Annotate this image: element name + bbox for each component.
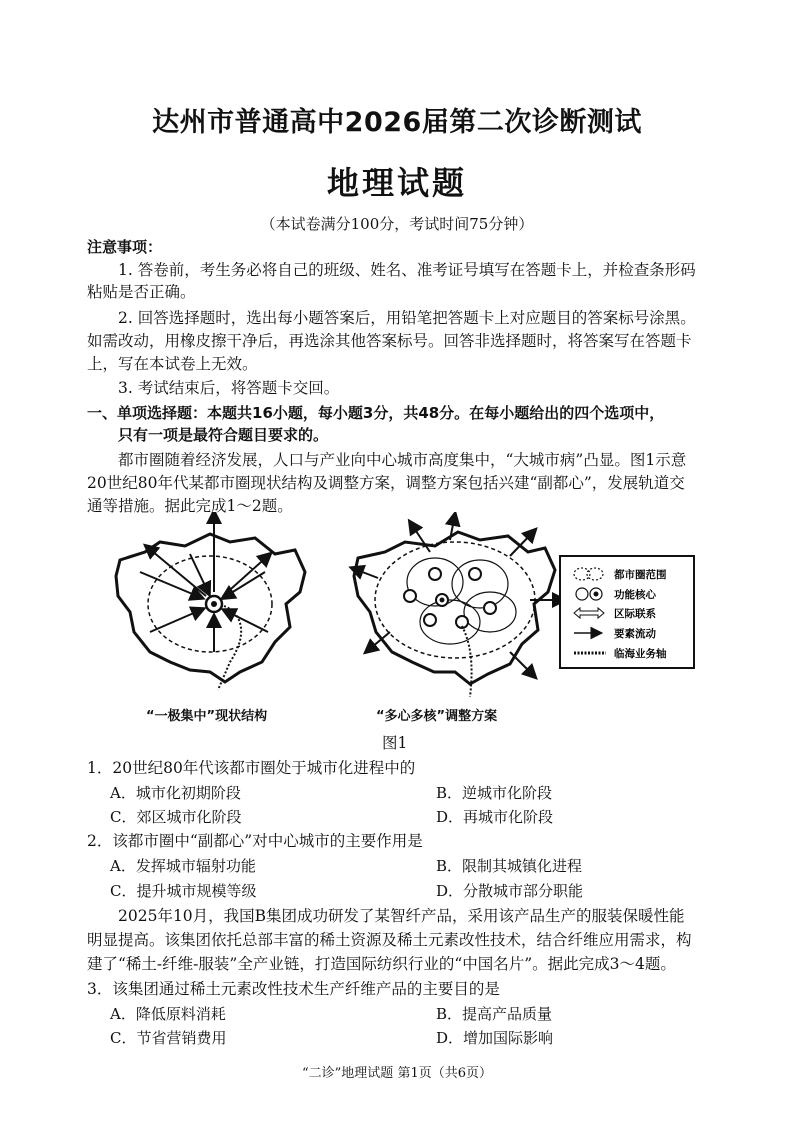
passage2-line1: 2025年10月，我国B集团成功研发了某智纤产品，采用该产品生产的服装保暖性能 (118, 907, 685, 925)
passage2-line3: 建了“稀土-纤维-服装”全产业链，打造国际纺织行业的“中国名片”。据此完成3～4题。 (87, 955, 676, 973)
q3-stem: 3．该集团通过稀土元素改性技术生产纤维产品的主要目的是 (87, 980, 500, 998)
notice-heading: 注意事项： (87, 238, 163, 256)
passage1-line2: 20世纪80年代某都市圈现状结构及调整方案，调整方案包括兴建“副都心”，发展轨道交 (87, 474, 685, 492)
figure1-right-caption: “多心多核”调整方案 (376, 709, 498, 724)
q3-option-d: D．增加国际影响 (436, 1029, 554, 1047)
section1-heading-line2: 只有一项是最符合题目要求的。 (118, 426, 329, 444)
q2-option-d: D．分散城市部分职能 (436, 882, 584, 900)
notice-item2-line3: 上，写在本试卷上无效。 (87, 355, 258, 373)
passage1-line1: 都市圈随着经济发展，人口与产业向中心城市高度集中，“大城市病”凸显。图1示意 (118, 451, 687, 469)
subject-title: 地理试题 (326, 164, 467, 202)
exam-meta: （本试卷满分100分，考试时间75分钟） (260, 215, 534, 233)
q3-option-b: B．提高产品质量 (436, 1005, 553, 1023)
q3-option-a: A．降低原料消耗 (110, 1005, 226, 1023)
q3-option-c: C．节省营销费用 (110, 1029, 227, 1047)
right-map-polycentric (352, 514, 564, 697)
legend-label-element-flow: 要素流动 (614, 628, 656, 640)
notice-item1-line1: 1. 答卷前，考生务必将自己的班级、姓名、准考证号填写在答题卡上，并检查条形码 (118, 261, 696, 279)
q1-option-a: A．城市化初期阶段 (110, 784, 241, 802)
passage1-line3: 通等措施。据此完成1～2题。 (87, 497, 293, 515)
notice-item1-line2: 粘贴是否正确。 (87, 283, 196, 301)
figure1-maps (90, 512, 700, 712)
left-map-monocentric (116, 512, 305, 690)
q1-option-b: B．逆城市化阶段 (436, 784, 553, 802)
section1-heading-line1: 一、单项选择题：本题共16小题，每小题3分，共48分。在每小题给出的四个选项中， (87, 404, 665, 422)
q2-option-a: A．发挥城市辐射功能 (110, 857, 256, 875)
q2-option-c: C．提升城市规模等级 (110, 882, 257, 900)
notice-item2-line1: 2. 回答选择题时，选出每小题答案后，用铅笔把答题卡上对应题目的答案标号涂黑。 (118, 309, 696, 327)
exam-title: 达州市普通高中2026届第二次诊断测试 (152, 107, 642, 138)
legend-label-interregional-link: 区际联系 (614, 608, 656, 620)
q2-option-b: B．限制其城镇化进程 (436, 857, 583, 875)
legend-label-metro-area: 都市圈范围 (614, 569, 667, 581)
figure1-label: 图1 (382, 734, 408, 752)
q1-option-c: C．郊区城市化阶段 (110, 808, 242, 826)
figure1-left-caption: “一极集中”现状结构 (146, 709, 268, 724)
legend-label-coastal-business-axis: 临海业务轴 (614, 648, 667, 660)
notice-item2-line2: 如需改动，用橡皮擦干净后，再选涂其他答案标号。回答非选择题时，将答案写在答题卡 (87, 332, 692, 350)
passage2-line2: 明显提高。该集团依托总部丰富的稀土资源及稀土元素改性技术，结合纤维应用需求，构 (87, 931, 692, 949)
q2-stem: 2．该都市圈中“副都心”对中心城市的主要作用是 (87, 832, 423, 850)
q1-stem: 1．20世纪80年代该都市圈处于城市化进程中的 (87, 759, 416, 777)
legend-label-function-core: 功能核心 (614, 589, 656, 601)
page-footer: “二诊”地理试题 第1页（共6页） (302, 1066, 492, 1081)
q1-option-d: D．再城市化阶段 (436, 808, 554, 826)
notice-item3: 3. 考试结束后，将答题卡交回。 (118, 379, 340, 397)
